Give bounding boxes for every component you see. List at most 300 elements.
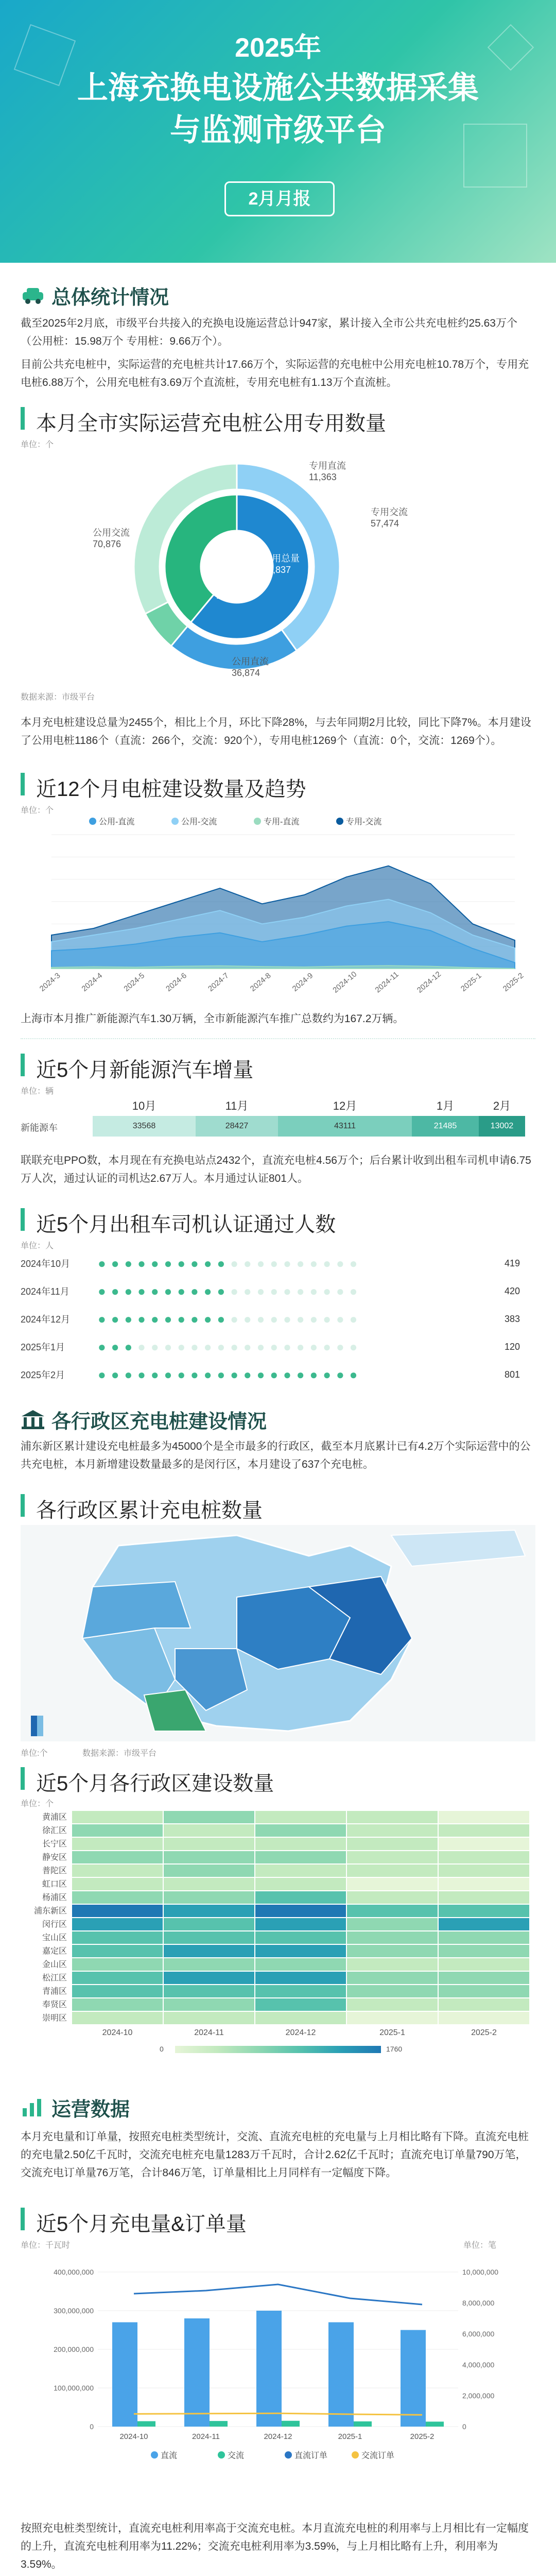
person-icon: ● — [336, 1283, 344, 1299]
heat-col-label: 2024-11 — [194, 2028, 224, 2037]
month-badge: 2月月报 — [224, 181, 335, 216]
x-tick-label: 2024-3 — [38, 971, 62, 994]
person-icon: ● — [177, 1311, 186, 1327]
person-icon: ● — [111, 1283, 119, 1299]
building-icon — [21, 1409, 45, 1430]
x-tick-label: 2025-1 — [459, 971, 483, 994]
bar-dc — [256, 2311, 282, 2427]
person-icon: ● — [217, 1283, 225, 1299]
heat-cell — [347, 1918, 438, 1930]
legend-swatch — [151, 2451, 158, 2459]
x-tick-label: 2024-6 — [164, 971, 188, 994]
chart1-title: 近5个月充电量&订单量 — [36, 2213, 247, 2235]
taxi-chart — [21, 1252, 535, 1396]
district-para-1: 浦东新区累计建设充电桩最多为45000个是全市最多的行政区，截至本月底累计已有4.2万个实际运营中的公共充电桩，本月新增建设数量最多的是闵行区，本月建设了637个充电桩。 — [21, 1440, 531, 1470]
ev-unit: 单位：辆 — [21, 1087, 54, 1096]
heat-row-label: 黄浦区 — [42, 1813, 67, 1822]
heat-cell — [164, 1905, 254, 1917]
heat-cell — [347, 1878, 438, 1890]
ops-para-2: 按照充电桩类型统计，直流充电桩利用率高于交流充电桩。本月直流充电桩的利用率与上月相比有一定幅度的上升，直流充电桩利用率为11.22%；交流充电桩利用率为3.59%，与上月相比略有上升，利用率为3.59%。 — [21, 2522, 529, 2570]
y2-tick-label: 0 — [462, 2422, 466, 2431]
donut-group — [134, 464, 340, 670]
donut-source: 数据来源：市级平台 — [21, 693, 95, 702]
legend-label: 交流 — [228, 2451, 245, 2460]
heat-cell — [347, 1811, 438, 1823]
ev-value: 33568 — [93, 1116, 196, 1137]
person-icon: ● — [203, 1338, 212, 1354]
person-icon: ● — [111, 1366, 119, 1382]
person-icon: ● — [150, 1366, 159, 1382]
person-icon: ● — [177, 1283, 186, 1299]
taxi-icons — [98, 1339, 479, 1355]
person-icon: ● — [230, 1338, 238, 1354]
person-icon: ● — [270, 1311, 279, 1327]
person-icon: ● — [243, 1366, 252, 1382]
person-icon: ● — [243, 1338, 252, 1354]
heat-cell — [347, 1838, 438, 1850]
person-icon: ● — [111, 1338, 119, 1354]
person-icon: ● — [349, 1283, 358, 1299]
heat-cell — [164, 1851, 254, 1863]
ev-value: 28427 — [196, 1116, 278, 1137]
overview-para-4: 上海市本月推广新能源汽车1.30万辆，全市新能源汽车推广总数约为167.2万辆。 — [21, 1013, 404, 1025]
heat-row-label: 闵行区 — [42, 1920, 67, 1929]
bar-ac — [354, 2421, 372, 2427]
donut-chart — [21, 448, 535, 685]
heat-cell — [255, 1851, 346, 1863]
heat-row-label: 嘉定区 — [42, 1947, 67, 1956]
person-icon: ● — [256, 1366, 265, 1382]
person-icon: ● — [164, 1255, 172, 1271]
person-icon: ● — [124, 1255, 133, 1271]
order-line — [134, 2284, 422, 2304]
trend-legend — [89, 817, 381, 826]
report-header — [0, 0, 556, 263]
legend-label: 直流订单 — [294, 2451, 328, 2460]
section-ops-header — [21, 2094, 130, 2120]
person-icon: ● — [137, 1283, 146, 1299]
person-icon: ● — [217, 1366, 225, 1382]
heat-cell — [347, 1931, 438, 1944]
heat-cell — [439, 1985, 529, 1997]
person-icon: ● — [124, 1283, 133, 1299]
heat-cell — [347, 1851, 438, 1863]
x-tick-label: 2024-9 — [290, 971, 315, 994]
taxi-icons — [98, 1311, 479, 1327]
heat-cell — [347, 1865, 438, 1877]
heat-cell — [164, 1878, 254, 1890]
taxi-row — [21, 1280, 535, 1302]
person-icon: ● — [283, 1311, 291, 1327]
person-icon: ● — [111, 1255, 119, 1271]
ev-value: 43111 — [278, 1116, 412, 1137]
heat-cell — [72, 1958, 163, 1971]
taxi-row-label: 2025年2月 — [21, 1370, 65, 1380]
person-icon: ● — [270, 1366, 279, 1382]
heat-row-label: 奉贤区 — [42, 2001, 67, 2009]
taxi-icons — [98, 1367, 479, 1383]
person-icon: ● — [150, 1283, 159, 1299]
heat-cell — [72, 1905, 163, 1917]
person-icon: ● — [124, 1338, 133, 1354]
taxi-row-value: 120 — [504, 1341, 520, 1352]
heat-cell — [72, 1865, 163, 1877]
person-icon: ● — [296, 1311, 305, 1327]
heat-cell — [164, 2012, 254, 2024]
chart1-left-unit: 单位：千瓦时 — [21, 2241, 71, 2250]
person-icon: ● — [336, 1338, 344, 1354]
person-icon: ● — [283, 1255, 291, 1271]
heat-row-label: 静安区 — [42, 1853, 67, 1862]
taxi-row-label: 2025年1月 — [21, 1342, 65, 1352]
heat-cell — [72, 1838, 163, 1850]
subtitle-bar — [21, 1208, 25, 1231]
person-icon: ● — [309, 1283, 318, 1299]
heat-row-label: 崇明区 — [42, 2014, 67, 2023]
person-icon: ● — [164, 1366, 172, 1382]
heat-cell — [347, 1972, 438, 1984]
bar-dc — [401, 2330, 426, 2427]
taxi-row-value: 419 — [504, 1258, 520, 1268]
person-icon: ● — [190, 1366, 199, 1382]
y-tick-label: 0 — [90, 2422, 94, 2431]
heat-cell — [347, 1945, 438, 1957]
person-icon: ● — [190, 1283, 199, 1299]
x-tick-label: 2024-11 — [192, 2432, 220, 2441]
taxi-row — [21, 1335, 535, 1358]
person-icon: ● — [283, 1283, 291, 1299]
person-icon: ● — [309, 1311, 318, 1327]
taxi-row-label: 2024年11月 — [21, 1286, 70, 1297]
person-icon: ● — [309, 1338, 318, 1354]
ev-value: 21485 — [412, 1116, 479, 1137]
heat-cell — [255, 1891, 346, 1904]
x-tick-label: 2024-12 — [415, 970, 443, 995]
heat-cell — [164, 1998, 254, 2011]
heat-cell — [255, 1878, 346, 1890]
person-icon: ● — [217, 1255, 225, 1271]
ev-month: 10月 — [132, 1099, 157, 1112]
person-icon: ● — [177, 1338, 186, 1354]
heat-cell — [72, 1811, 163, 1823]
heat-cell — [164, 1865, 254, 1877]
person-icon: ● — [190, 1338, 199, 1354]
taxi-row-value: 420 — [504, 1285, 520, 1296]
heat-cell — [164, 1972, 254, 1984]
heat-cell — [164, 1945, 254, 1957]
donut-title: 本月全市实际运营充电桩公用专用数量 — [36, 412, 386, 435]
heat-scale-min: 0 — [160, 2045, 164, 2053]
overview-para-5: 联联充电PPO数，本月现在有充换电站点2432个，直流充电桩4.56万个；后台累计收到出租车司机申请6.75万人次，通过认证的司机达2.67万人。本月通过认证801人。 — [21, 1155, 531, 1184]
legend-swatch — [352, 2451, 359, 2459]
person-icon: ● — [256, 1283, 265, 1299]
heat-cell — [164, 1891, 254, 1904]
person-icon: ● — [256, 1311, 265, 1327]
chart1 — [21, 2251, 535, 2478]
bar-ac — [426, 2421, 444, 2427]
person-icon: ● — [137, 1255, 146, 1271]
map-title: 各行政区累计充电桩数量 — [36, 1499, 263, 1522]
subtitle-bar — [21, 407, 25, 430]
person-icon: ● — [323, 1255, 331, 1271]
person-icon: ● — [349, 1366, 358, 1382]
heat-row-label: 虹口区 — [42, 1880, 67, 1889]
subtitle-bar — [21, 1054, 25, 1076]
taxi-row-label: 2024年12月 — [21, 1314, 71, 1325]
legend-label: 交流订单 — [361, 2451, 395, 2460]
heat-cell — [72, 1945, 163, 1957]
heat-cell — [255, 1905, 346, 1917]
person-icon: ● — [270, 1255, 279, 1271]
person-icon: ● — [283, 1338, 291, 1354]
heat-row-label: 松江区 — [42, 1974, 67, 1982]
legend-swatch — [254, 818, 261, 825]
person-icon: ● — [98, 1366, 106, 1382]
heat-cell — [347, 1985, 438, 1997]
heat-row-label: 青浦区 — [42, 1987, 67, 1996]
person-icon: ● — [323, 1283, 331, 1299]
x-tick-label: 2024-4 — [80, 971, 105, 994]
x-tick-label: 2024-11 — [373, 970, 401, 995]
person-icon: ● — [230, 1255, 238, 1271]
legend-swatch — [218, 2451, 225, 2459]
heat-row-label: 徐汇区 — [42, 1826, 67, 1835]
person-icon: ● — [256, 1338, 265, 1354]
legend-swatch — [89, 818, 96, 825]
ev-row-label: 新能源车 — [21, 1123, 58, 1133]
heat-cell — [439, 1811, 529, 1823]
person-icon: ● — [336, 1311, 344, 1327]
taxi-icons — [98, 1283, 479, 1299]
heat-cell — [439, 1891, 529, 1904]
heat-cell — [72, 1851, 163, 1863]
person-icon: ● — [124, 1311, 133, 1327]
heat-cell — [72, 1891, 163, 1904]
bar-dc — [184, 2318, 210, 2427]
person-icon: ● — [309, 1255, 318, 1271]
label-pub-dc: 公用直流 36,874 — [232, 656, 269, 678]
heat-cell — [439, 2012, 529, 2024]
heat-cell — [439, 1905, 529, 1917]
section-district-title: 各行政区充电桩建设情况 — [51, 1411, 267, 1433]
subtitle-bar — [21, 2208, 25, 2230]
heatmap — [21, 1811, 535, 2069]
person-icon: ● — [296, 1338, 305, 1354]
bar-chart-icon — [21, 2097, 45, 2117]
x-tick-label: 2025-2 — [410, 2432, 435, 2441]
legend-label: 直流 — [161, 2451, 178, 2460]
ev-month: 2月 — [493, 1099, 511, 1112]
legend-label: 专用-交流 — [346, 818, 382, 826]
heat-cell — [255, 1865, 346, 1877]
person-icon: ● — [190, 1311, 199, 1327]
heat-cell — [439, 1972, 529, 1984]
map-source: 数据来源：市级平台 — [82, 1749, 157, 1758]
legend-label: 公用-交流 — [181, 818, 217, 826]
heat-row-label: 宝山区 — [42, 1934, 67, 1942]
heat-scale-bar — [175, 2046, 381, 2053]
taxi-unit: 单位：人 — [21, 1242, 54, 1250]
overview-para-2: 目前公共充电桩中，实际运营的充电桩共计17.66万个，实际运营的充电桩中公用充电桩10.78万个，专用充电桩6.88万个，公用充电桩有3.69万个直流桩，专用充电桩有1.13万个直流桩。 — [21, 359, 529, 388]
heat-row-label: 浦东新区 — [33, 1907, 67, 1916]
legend-swatch — [285, 2451, 292, 2459]
person-icon: ● — [309, 1366, 318, 1382]
section-overview-header — [21, 282, 169, 308]
section-ops-title: 运营数据 — [51, 2098, 130, 2121]
heat-col-label: 2024-10 — [102, 2028, 133, 2037]
taxi-icons — [98, 1256, 479, 1272]
person-icon: ● — [203, 1283, 212, 1299]
bar-ac — [210, 2421, 228, 2427]
divider — [21, 1038, 535, 1039]
report-year: 2025年 — [235, 33, 321, 63]
heat-cell — [164, 1931, 254, 1944]
x-tick-label: 2025-1 — [338, 2432, 362, 2441]
taxi-row — [21, 1252, 535, 1275]
person-icon: ● — [283, 1366, 291, 1382]
heat-cell — [255, 1945, 346, 1957]
car-icon — [21, 285, 45, 306]
heat-cell — [439, 1851, 529, 1863]
heat-cell — [72, 1878, 163, 1890]
person-icon: ● — [177, 1255, 186, 1271]
heat-cell — [347, 1958, 438, 1971]
legend-label: 公用-直流 — [99, 818, 135, 826]
person-icon: ● — [164, 1311, 172, 1327]
person-icon: ● — [243, 1311, 252, 1327]
ev-month: 11月 — [225, 1099, 249, 1112]
x-tick-label: 2024-12 — [264, 2432, 292, 2441]
person-icon: ● — [256, 1255, 265, 1271]
person-icon: ● — [296, 1366, 305, 1382]
y2-tick-label: 10,000,000 — [462, 2268, 499, 2276]
subtitle-bar — [21, 1767, 25, 1790]
heat-col-label: 2024-12 — [285, 2028, 316, 2037]
district-map — [21, 1525, 535, 1741]
person-icon: ● — [217, 1311, 225, 1327]
heat-col-label: 2025-1 — [379, 2028, 405, 2037]
person-icon: ● — [203, 1255, 212, 1271]
ev-month: 1月 — [436, 1099, 455, 1112]
heat-cell — [347, 1891, 438, 1904]
person-icon: ● — [349, 1311, 358, 1327]
person-icon: ● — [150, 1311, 159, 1327]
person-icon: ● — [137, 1338, 146, 1354]
heat-cell — [164, 1811, 254, 1823]
legend-label: 专用-直流 — [264, 818, 300, 826]
x-tick-label: 2024-5 — [122, 971, 147, 994]
label-spe-ac: 专用交流 57,474 — [371, 507, 408, 529]
x-tick-label: 2024-8 — [248, 971, 273, 994]
y2-tick-label: 6,000,000 — [462, 2330, 495, 2338]
subtitle-bar — [21, 1494, 25, 1517]
ev-table — [21, 1097, 535, 1144]
person-icon: ● — [296, 1255, 305, 1271]
heat-cell — [72, 1824, 163, 1837]
heat-cell — [72, 1972, 163, 1984]
bar-dc — [328, 2323, 354, 2427]
person-icon: ● — [230, 1283, 238, 1299]
heat-cell — [439, 1958, 529, 1971]
taxi-row-label: 2024年10月 — [21, 1259, 71, 1269]
y2-tick-label: 8,000,000 — [462, 2299, 495, 2307]
person-icon: ● — [296, 1283, 305, 1299]
label-total-pub: 公用总量 107,750 — [216, 579, 253, 601]
trend-unit: 单位：个 — [21, 806, 54, 815]
heat-cell — [439, 1945, 529, 1957]
person-icon: ● — [349, 1338, 358, 1354]
person-icon: ● — [217, 1338, 225, 1354]
person-icon: ● — [230, 1311, 238, 1327]
ev-value: 13002 — [479, 1116, 525, 1137]
overview-para-3: 本月充电桩建设总量为2455个，相比上个月，环比下降28%，与去年同期2月比较，同比下降7%。本月建设了公用电桩1186个（直流：266个，交流：920个），专用电桩1269个（直流：0个，交流：1269个）。 — [21, 717, 531, 747]
label-pub-ac: 公用交流 70,876 — [93, 528, 130, 549]
taxi-row-value: 801 — [504, 1369, 520, 1380]
report-title: 上海充换电设施公共数据采集与监测市级平台 — [77, 71, 479, 147]
trend-title: 近12个月电桩建设数量及趋势 — [36, 778, 306, 801]
heat-cell — [439, 1918, 529, 1930]
heat-cell — [72, 1931, 163, 1944]
bar-ac — [282, 2421, 300, 2427]
heat-cell — [255, 2012, 346, 2024]
person-icon: ● — [190, 1255, 199, 1271]
person-icon: ● — [98, 1338, 106, 1354]
heat-cell — [255, 1824, 346, 1837]
heat-cell — [255, 1918, 346, 1930]
heat-cell — [255, 1958, 346, 1971]
person-icon: ● — [243, 1283, 252, 1299]
person-icon: ● — [164, 1338, 172, 1354]
donut-unit: 单位：个 — [21, 440, 54, 449]
heat-cell — [255, 1998, 346, 2011]
heat-row-label: 金山区 — [42, 1960, 67, 1969]
label-total-spe: 专用总量 68,837 — [263, 553, 300, 575]
heat-cell — [347, 1905, 438, 1917]
heat-cell — [72, 1985, 163, 1997]
heat-cell — [164, 1985, 254, 1997]
y-tick-label: 300,000,000 — [54, 2307, 94, 2315]
heat-col-label: 2025-2 — [471, 2028, 497, 2037]
heat-cell — [164, 1958, 254, 1971]
person-icon: ● — [323, 1311, 331, 1327]
ev-month: 12月 — [333, 1099, 357, 1112]
person-icon: ● — [98, 1283, 106, 1299]
x-tick-label: 2024-10 — [331, 970, 359, 995]
person-icon: ● — [98, 1255, 106, 1271]
section-overview-title: 总体统计情况 — [51, 286, 169, 309]
label-spe-dc: 专用直流 11,363 — [309, 461, 346, 482]
heat-cell — [439, 1931, 529, 1944]
heat-cell — [347, 2012, 438, 2024]
person-icon: ● — [150, 1255, 159, 1271]
y-tick-label: 100,000,000 — [54, 2384, 94, 2392]
person-icon: ● — [164, 1283, 172, 1299]
heat-cell — [72, 1918, 163, 1930]
taxi-title: 近5个月出租车司机认证通过人数 — [36, 1213, 336, 1236]
heat-cell — [72, 2012, 163, 2024]
heat-unit: 单位：个 — [21, 1800, 54, 1808]
person-icon: ● — [336, 1366, 344, 1382]
legend-swatch — [336, 818, 343, 825]
y2-tick-label: 2,000,000 — [462, 2392, 495, 2400]
heat-title: 近5个月各行政区建设数量 — [36, 1772, 274, 1795]
person-icon: ● — [230, 1366, 238, 1382]
heat-cell — [255, 1985, 346, 1997]
person-icon: ● — [98, 1311, 106, 1327]
x-tick-label: 2024-7 — [206, 971, 231, 994]
person-icon: ● — [137, 1366, 146, 1382]
person-icon: ● — [150, 1338, 159, 1354]
